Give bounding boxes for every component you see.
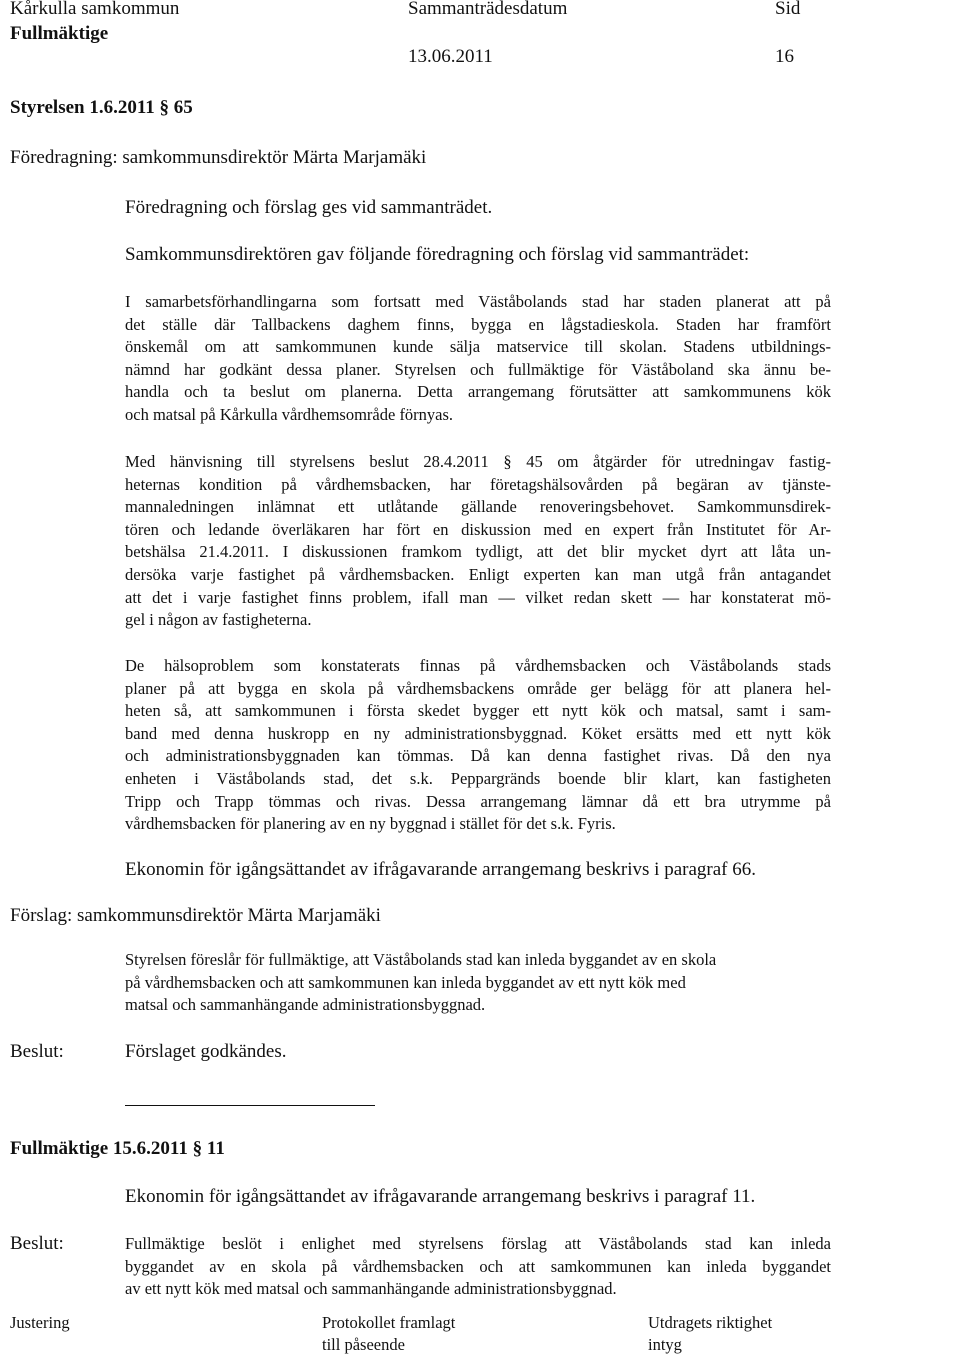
text-line: Styrelsen föreslår för fullmäktige, att Väståbolands stad kan inleda byggandet av en skola [125,950,717,969]
lead-line: Samkommunsdirektören gav följande föredragning och förslag vid sammanträdet: [125,244,750,265]
text-line: gel i någon av fastigheterna. [125,610,312,630]
text-line: önskemål om att samkommunen kunde sälja matservice till skolan. Stadens utbildnings- [125,337,831,357]
proposal-text [125,949,716,1017]
paragraph-health-survey [125,451,831,632]
text-line: Fullmäktige beslöt i enlighet med styrelsens förslag att Väståbolands stad kan inleda [125,1234,831,1253]
text-line: heten så, att samkommunen i första skedet bygger ett nytt kök och matsal, samt i sam- [125,701,831,721]
text-line: heternas kondition på vårdhemsbacken, har företagshälsovården på begäran av tjänste- [125,474,831,494]
meeting-date-label: Sammanträdesdatum [408,0,568,19]
text-line: mannaledningen inlämnat ett utlåtande gällande renoveringsbehovet. Samkommunsdirek- [125,497,831,517]
meeting-date: 13.06.2011 [408,46,493,67]
paragraph-building-plan [125,655,831,836]
decision-text: Förslaget godkändes. [125,1041,287,1062]
footer-justering: Justering [10,1313,70,1332]
page-number: 16 [775,46,794,67]
text-line: band med denna huskropp en ny administrationsbyggnad. Köket ersätts med ett nytt kök [125,723,831,743]
text-line: vårdhemsbacken för planering av en ny byggnad i stället för det s.k. Fyris. [125,814,616,834]
decision-label: Beslut: [10,1041,64,1062]
text-line: det ställe där Tallbackens daghem finns, bygga en lågstadieskola. Staden har framfört [125,314,831,334]
text-line: betshälsa 21.4.2011. I diskussionen framkom tydligt, att det blir mycket dyrt att låta un- [125,542,831,562]
footer-intyg-line2: intyg [648,1335,682,1354]
text-line: nämnd har godkänt dessa planer. Styrelsen och fullmäktige för Väståboland ska ännu be- [125,359,831,379]
paragraph-cooperation [125,291,831,427]
economy-note: Ekonomin för igångsättandet av ifrågavarande arrangemang beskrivs i paragraf 66. [125,859,756,880]
text-line: byggandet av en skola på vårdhemsbacken och att samkommunen kan inleda byggandet [125,1256,831,1276]
text-line: De hälsoproblem som konstaterats finnas på vårdhemsbacken och Väståbolands stads [125,656,831,675]
text-line: Tripp och Trapp tömmas och rivas. Dessa arrangemang lämnar då ett bra utrymme på [125,791,831,811]
text-line: handla och ta beslut om planerna. Detta arrangemang förutsätter att samkommunens kök [125,382,831,402]
page-label: Sid [775,0,801,19]
presenter-line: Föredragning: samkommunsdirektör Märta Marjamäki [10,147,427,168]
text-line: matsal och sammanhängande administrationsbyggnad. [125,995,486,1015]
footer-protokoll-line1: Protokollet framlagt [322,1313,456,1332]
text-line: I samarbetsförhandlingarna som fortsatt med Väståbolands stad har staden planerat att på [125,292,831,311]
text-line: av ett nytt kök med matsal och sammanhängande administrationsbyggnad. [125,1279,617,1299]
proposal-label: Förslag: samkommunsdirektör Märta Marjamäki [10,905,381,926]
section-divider [125,1105,375,1106]
text-line: enheten i Väståbolands stad, det s.k. Peppargränds boende blir klart, kan fastigheten [125,768,831,788]
section-title-council: Fullmäktige 15.6.2011 § 11 [10,1138,225,1159]
text-line: på vårdhemsbacken och att samkommunen kan inleda byggandet av ett nytt kök med [125,972,686,992]
economy-note-council: Ekonomin för igångsättandet av ifrågavarande arrangemang beskrivs i paragraf 11. [125,1186,756,1207]
text-line: tören och ledande överläkaren har fört en diskussion med en expert från Institutet för Ar- [125,519,831,539]
footer-protokoll-line2: till påseende [322,1335,405,1354]
text-line: att det i varje fastighet finns problem, ifall man — vilket redan skett — har konstaterat mö- [125,587,831,607]
organ-name: Fullmäktige [10,23,109,44]
text-line: planer på att bygga en skola på vårdhemsbackens område ger belägg för att planera hel- [125,678,831,698]
text-line: och administrationsbyggnaden kan tömmas. Då kan denna fastighet rivas. Då den nya [125,746,831,766]
section-title-board: Styrelsen 1.6.2011 § 65 [10,97,193,118]
intro-line: Föredragning och förslag ges vid sammanträdet. [125,197,493,218]
text-line: Med hänvisning till styrelsens beslut 28.4.2011 § 45 om åtgärder för utredningav fastig- [125,452,831,471]
council-decision-label: Beslut: [10,1233,64,1254]
text-line: dersöka varje fastighet på vårdhemsbacken. Enligt experten kan man utgå från antagandet [125,564,831,584]
text-line: och matsal på Kårkulla vårdhemsområde förnyas. [125,404,454,424]
footer-intyg-line1: Utdragets riktighet [648,1313,773,1332]
council-decision-text [125,1233,831,1301]
organization-name: Kårkulla samkommun [10,0,180,19]
